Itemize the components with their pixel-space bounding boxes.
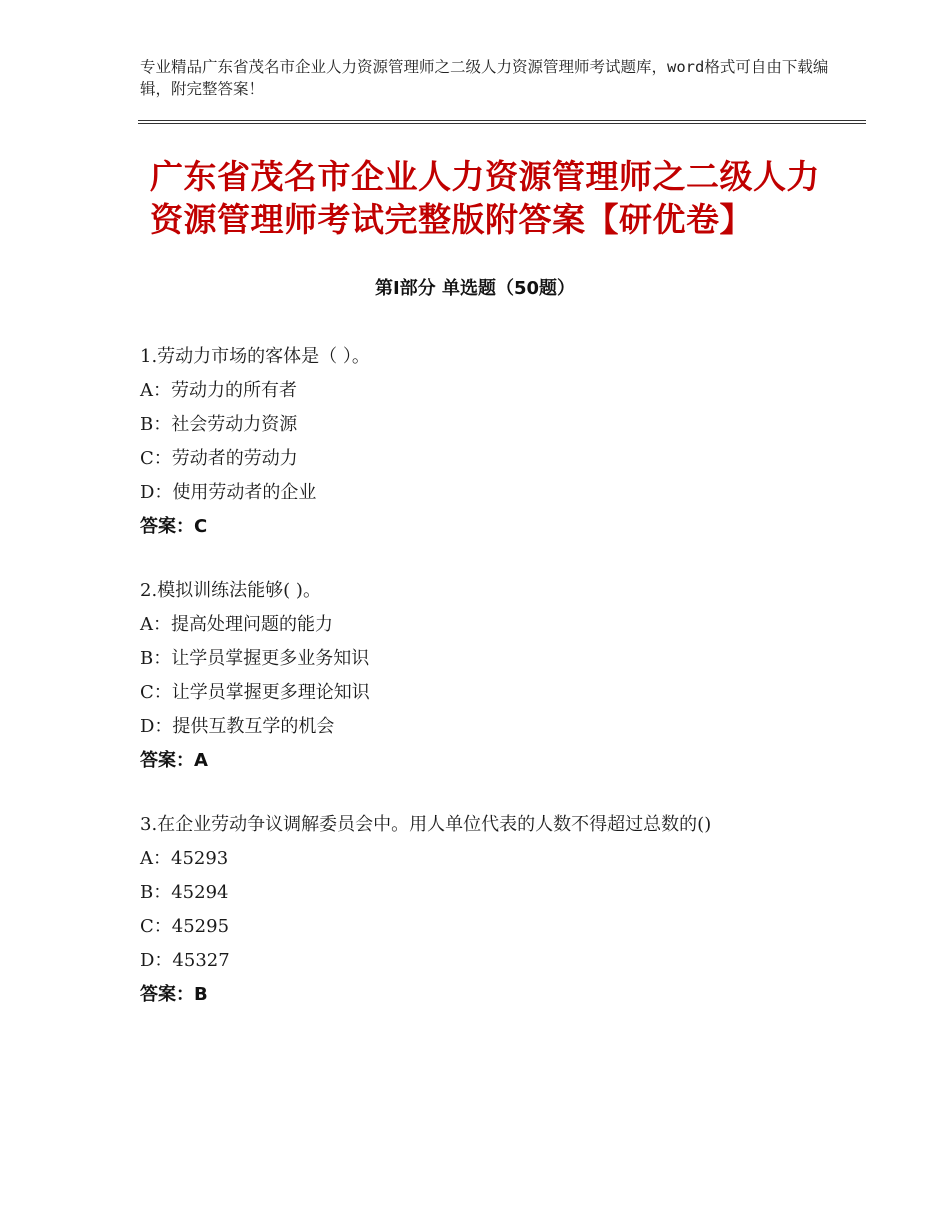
- answer: 答案：A: [140, 750, 208, 771]
- option-b: B：社会劳动力资源: [140, 414, 298, 435]
- option-d: D：45327: [140, 950, 230, 971]
- question-stem: 2.模拟训练法能够( )。: [140, 580, 321, 601]
- question-1: [140, 340, 820, 544]
- question-2: [140, 574, 820, 778]
- question-list: [140, 340, 820, 1042]
- section-title: 第Ⅰ部分 单选题（50题）: [374, 278, 575, 299]
- option-d: D：提供互教互学的机会: [140, 716, 335, 737]
- option-c: C：45295: [140, 916, 230, 937]
- option-c: C：让学员掌握更多理论知识: [140, 682, 370, 703]
- header-divider: [138, 120, 866, 124]
- option-d: D：使用劳动者的企业: [140, 482, 317, 503]
- answer: 答案：C: [140, 516, 208, 537]
- header-note: 专业精品广东省茂名市企业人力资源管理师之二级人力资源管理师考试题库，word格式可自由下载编辑，附完整答案！: [140, 58, 829, 98]
- option-a: A：提高处理问题的能力: [140, 614, 333, 635]
- question-stem: 3.在企业劳动争议调解委员会中。用人单位代表的人数不得超过总数的(): [140, 814, 712, 835]
- answer: 答案：B: [140, 984, 208, 1005]
- question-3: [140, 808, 820, 1012]
- option-a: A：劳动力的所有者: [140, 380, 297, 401]
- option-b: B：45294: [140, 882, 229, 903]
- option-a: A：45293: [140, 848, 229, 869]
- question-stem: 1.劳动力市场的客体是（ ）。: [140, 346, 370, 367]
- option-b: B：让学员掌握更多业务知识: [140, 648, 370, 669]
- option-c: C：劳动者的劳动力: [140, 448, 298, 469]
- document-title: 广东省茂名市企业人力资源管理师之二级人力资源管理师考试完整版附答案【研优卷】: [150, 157, 820, 239]
